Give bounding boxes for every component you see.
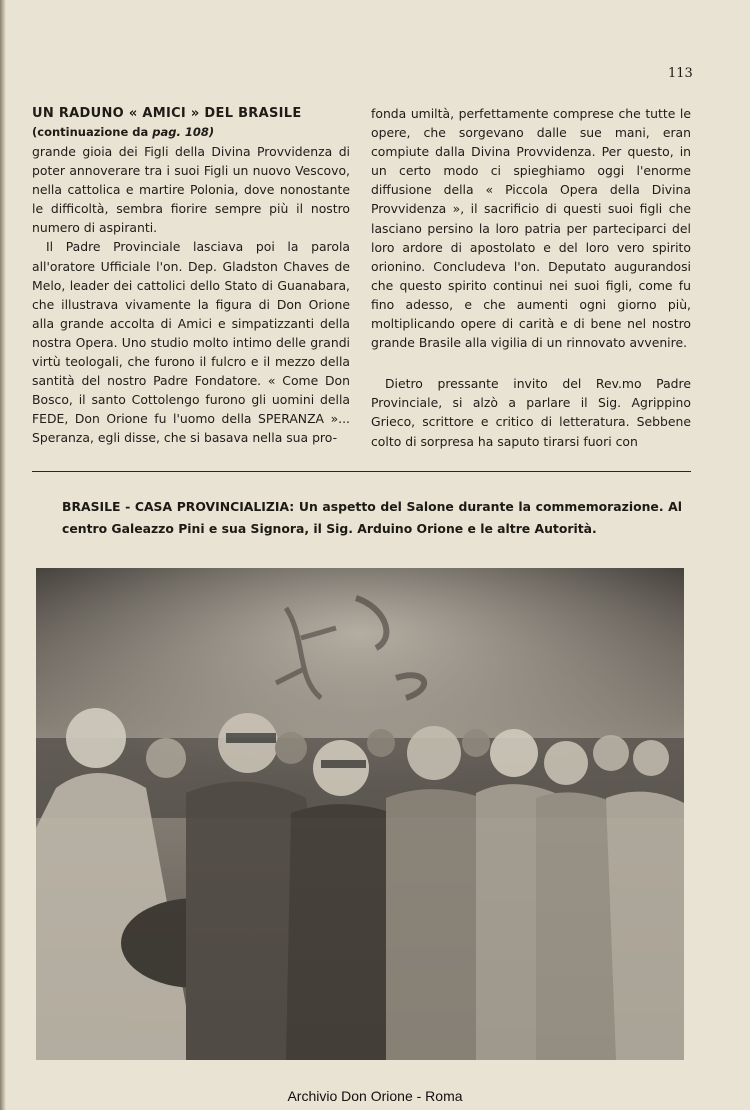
paragraph-gap xyxy=(371,352,691,374)
right-column xyxy=(371,104,691,451)
continuation-prefix: (continuazione da xyxy=(32,125,153,139)
right-paragraph-1: fonda umiltà, perfettamente comprese che tutte le opere, che sorgevano dalle sue mani, eran compiute dalla Divina Provvidenza. Per questo, in un certo modo ci spieghiamo oggi l'enorme diffusione della « Piccola Opera della Divina Provvidenza », il sacrificio di questi suoi figli che lasciano persino la loro patria per parteciparci del loro ardore di apostolato e del loro vero spirito orionino. Concludeva l'on. Deputato augurandosi che questo spirito continui nei suoi figli, come fu fino adesso, e che aumenti ogni giorno più, moltiplicando opere di carità e di bene nel nostro grande Brasile alla vigilia di un rinnovato avvenire. xyxy=(371,106,691,351)
right-paragraph-2: Dietro pressante invito del Rev.mo Padre Provinciale, si alzò a parlare il Sig. Agrippino Grieco, scrittore e critico di letteratura. Sebbene colto di sorpresa ha saputo tirarsi fuori con xyxy=(371,376,691,449)
event-photograph xyxy=(36,568,684,1060)
left-paragraph-1: grande gioia dei Figli della Divina Provvidenza di poter annoverare tra i suoi Figli un nuovo Vescovo, nella cattolica e martire Polonia, dove nonostante le difficoltà, sembra fiorire sempre più il nostro numero di aspiranti. xyxy=(32,144,350,236)
left-column xyxy=(32,104,350,448)
page-binding-shadow xyxy=(0,0,6,1110)
continuation-page-ref: pag. 108) xyxy=(152,125,215,139)
archive-footer: Archivio Don Orione - Roma xyxy=(287,1088,463,1104)
section-divider xyxy=(32,471,691,472)
left-paragraph-2: Il Padre Provinciale lasciava poi la parola all'oratore Ufficiale l'on. Dep. Gladston Chaves de Melo, leader dei cattolici dello Stato di Guanabara, che illustrava vivamente la figura di Don Orione alla grande accolta di Amici e simpatizzanti della nostra Opera. Uno studio molto intimo delle grandi virtù teologali, che furono il fulcro e il mezzo della santità del nostro Padre Fondatore. « Come Don Bosco, il santo Cottolengo furono gli uomini della FEDE, Don Orione fu l'uomo della SPERANZA »... Speranza, egli disse, che si basava nella sua pro- xyxy=(32,239,350,446)
continuation-note xyxy=(32,123,350,142)
photo-caption: BRASILE - CASA PROVINCIALIZIA: Un aspetto del Salone durante la commemorazione. Al centro Galeazzo Pini e sua Signora, il Sig. Arduino Orione e le altre Autorità. xyxy=(62,499,682,536)
page-number: 113 xyxy=(668,66,693,81)
photo-illustration xyxy=(36,568,684,1060)
article-headline: UN RADUNO « AMICI » DEL BRASILE xyxy=(32,106,302,121)
